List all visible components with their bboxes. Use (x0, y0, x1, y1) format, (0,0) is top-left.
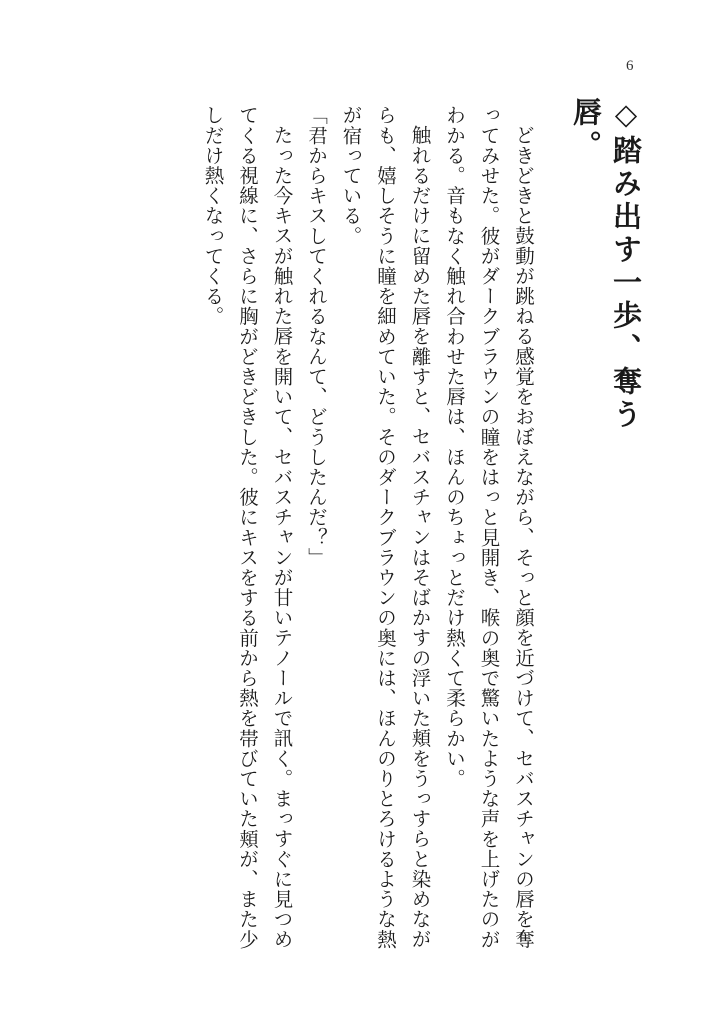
paragraph-2: 触れるだけに留めた唇を離すと、セバスチャンはそばかすの浮いた頬をうっすらと染めながらも、嬉しそうに瞳を細めていた。そのダークブラウンの奥には、ほんのりとろけるような熱が宿っている。 (339, 105, 432, 950)
paragraph-3-dialogue: 「君からキスしてくれるなんて、どうしたんだ？」 (305, 105, 328, 568)
paragraph-1: どきどきと鼓動が跳ねる感覚をおぼえながら、そっと顔を近づけて、セバスチャンの唇を奪ってみせた。彼がダークブラウンの瞳をはっと見開き、喉の奥で驚いたような声を上げたのがわかる。音もなく触れ合わせた唇は、ほんのちょっとだけ熱くて柔らかい。 (443, 105, 535, 950)
body-text (195, 105, 540, 965)
page-number: 6 (626, 58, 634, 74)
chapter-heading: ◇踏み出す一歩、奪う唇。 (569, 97, 643, 432)
paragraph-4: たった今キスが触れた唇を開いて、セバスチャンが甘いテノールで訊く。まっすぐに見つめてくる視線に、さらに胸がどきどきした。彼にキスをする前から熱を帯びていた頬が、また少しだけ熱くなってくる。 (201, 105, 294, 950)
